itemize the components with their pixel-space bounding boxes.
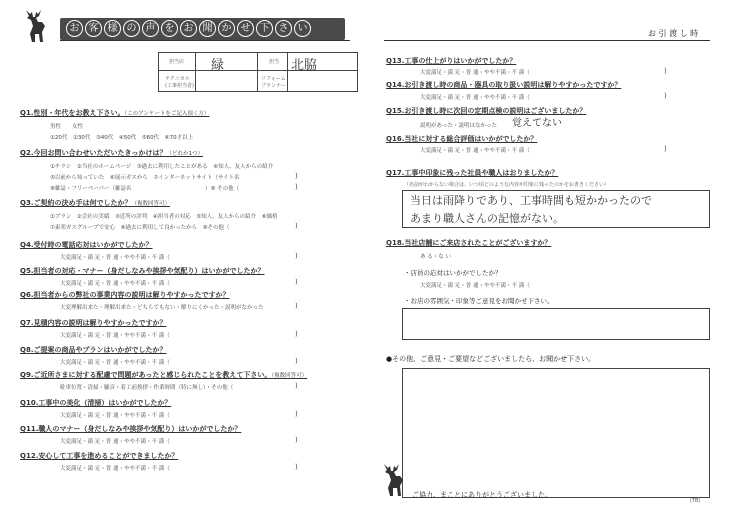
q14-label: Q14.お引き渡し時の商品・器具の取り扱い説明は解りやすかったですか？ xyxy=(386,81,622,89)
q10-label: Q10.工事中の美化（清掃）はいかがでしたか？ xyxy=(20,399,172,407)
title-char: の xyxy=(123,20,140,37)
title-char: お xyxy=(66,20,83,37)
q1-sex[interactable]: 男性 女性 xyxy=(50,124,84,130)
title-char: さ xyxy=(275,20,292,37)
reform-label-sub: プランナー xyxy=(261,83,287,89)
q9-label: Q9.ご近所さまに対する配慮で問題があったと感じられたことを教えて下さい。（複数回答可） xyxy=(20,371,308,379)
q4-scale[interactable]: 大変満足・満 足・普 通・やや不満・不 満（ xyxy=(60,255,170,261)
title-char: い xyxy=(294,20,311,37)
q3-label: Q3.ご契約の決め手は何でしたか？（複数回答可） xyxy=(20,199,170,207)
q7-label: Q7.見積内容の説明は解りやすかったですか？ xyxy=(20,319,167,327)
q14-scale[interactable]: 大変満足・満 足・普 通・やや不満・不 満（ xyxy=(420,95,530,101)
q3-line1[interactable]: ①プラン ②会社の実績 ③近所の評判 ④担当者の対応 ⑤知人、友人からの紹介 ⑥価格 xyxy=(50,214,278,220)
q15-label: Q15.お引き渡し時に次回の定期点検の説明はございましたか？ xyxy=(386,107,587,115)
title-char: お xyxy=(180,20,197,37)
q11-scale[interactable]: 大変満足・満 足・普 通・やや不満・不 満（ xyxy=(60,439,170,445)
q6-label: Q6.担当者からの弊社の事業内容の説明は解りやすかったですか？ xyxy=(20,291,230,299)
title-char: 様 xyxy=(104,20,121,37)
q13-scale[interactable]: 大変満足・満 足・普 通・やや不満・不 満（ xyxy=(420,70,530,76)
title-char: 客 xyxy=(85,20,102,37)
q2-line2[interactable]: ⑤以前から知っていた ⑥展示ガスから ⑦インターネットサイト（サイト名 xyxy=(50,175,240,181)
comment-label: ●その他、ご意見・ご要望などございましたら、お聞かせ下さい。 xyxy=(386,355,596,363)
header-rule-right xyxy=(384,40,710,41)
q18-sub1: ・店員の応対はいかがでしたか？ xyxy=(404,269,502,277)
title-char: せ xyxy=(237,20,254,37)
person-value: 北脇 xyxy=(291,58,318,73)
page-title xyxy=(66,20,311,37)
q17-hand-line1: 当日は雨降りであり、工事時間も短かかったので xyxy=(410,194,652,207)
form-code: (TB) xyxy=(690,498,701,504)
q12-label: Q12.安心して工事を進めることができましたか？ xyxy=(20,452,179,460)
q2-label: Q2.今回お問い合わせいただいたきっかけは？（どれか1つ） xyxy=(20,149,203,157)
q18-sub2: ・お店の雰囲気・印象等ご意見をお聞かせ下さい。 xyxy=(404,297,554,305)
q11-label: Q11.職人のマナー（身だしなみや挨拶や気配り）はいかがでしたか？ xyxy=(20,425,242,433)
stage-label: お 引 渡 し 時 xyxy=(648,29,699,38)
title-char: 声 xyxy=(142,20,159,37)
q18-answer-box[interactable] xyxy=(402,308,710,340)
comment-answer-box[interactable] xyxy=(402,368,710,498)
q1-label: Q1.性別・年代をお教え下さい。（このアンケートをご記入頂く方） xyxy=(20,109,210,117)
q13-label: Q13.工事の仕上がりはいかがでしたか？ xyxy=(386,57,517,65)
q7-scale[interactable]: 大変満足・満 足・普 通・やや不満・不 満（ xyxy=(60,333,170,339)
q3-line2[interactable]: ⑦東邦ガスグループで安心 ⑧過去に利用して良かったから ⑨その他（ xyxy=(50,225,230,231)
q9-scale[interactable]: 駐車位置・清掃・騒音・着工前挨拶・作業時間（特に無し）・その他（ xyxy=(60,385,234,391)
q12-scale[interactable]: 大変満足・満 足・普 通・やや不満・不 満（ xyxy=(60,466,170,472)
q2-line1[interactable]: ①チラシ ②当社のホームページ ③過去に利用したことがある ④知人、友人からの紹介 xyxy=(50,164,274,170)
q6-scale[interactable]: 大変理解出来た・理解出来た・どちらでもない・解りにくかった・説明がなかった xyxy=(60,305,264,311)
owner-value: 緑 xyxy=(211,58,225,73)
q16-label: Q16.当社に対する総合評価はいかがでしたか？ xyxy=(386,135,538,143)
thanks-text: ご協力、まことにありがとうございました。 xyxy=(412,491,552,499)
q17-note: （名前がわからない場合は、いつ頃どのような内容が印象に残ったのかをお書きください） xyxy=(404,182,610,188)
owner-label: 担当店 xyxy=(169,59,185,65)
title-char: 聞 xyxy=(199,20,216,37)
q17-label: Q17.工事中印象に残った社員や職人はおりましたか？ xyxy=(386,169,559,177)
q5-scale[interactable]: 大変満足・満 足・普 通・やや不満・不 満（ xyxy=(60,281,170,287)
q17-hand-line2: あまり職人さんの記憶がない。 xyxy=(410,212,564,225)
q5-label: Q5.担当者の対応・マナー（身だしなみや挨拶や気配り）はいかがでしたか？ xyxy=(20,267,265,275)
deer-footer-icon xyxy=(378,462,408,498)
person-label: 担当 xyxy=(269,59,280,65)
title-char: 下 xyxy=(256,20,273,37)
q18-label: Q18.当社店舗にご来店されたことがございますか？ xyxy=(386,239,552,247)
q4-label: Q4.受付時の電話応対はいかがでしたか？ xyxy=(20,241,153,249)
title-char: か xyxy=(218,20,235,37)
q10-scale[interactable]: 大変満足・満 足・普 通・やや不満・不 満（ xyxy=(60,413,170,419)
q8-label: Q8.ご提案の商品やプランはいかがでしたか？ xyxy=(20,346,167,354)
staff-info-box xyxy=(158,52,358,92)
tech-label: テクニカル xyxy=(165,76,190,82)
header-rule xyxy=(60,40,350,41)
q2-line3[interactable]: ⑧雑誌・フリーペーパー（雑誌名 xyxy=(50,186,132,192)
q15-scale[interactable]: 説明があった・説明はなかった xyxy=(420,123,497,129)
q18-yesno[interactable]: あ る・な い xyxy=(420,254,451,260)
title-char: を xyxy=(161,20,178,37)
q2-line3b[interactable]: ）⑨ その他（ xyxy=(205,186,240,192)
q8-scale[interactable]: 大変満足・満 足・普 通・やや不満・不 満（ xyxy=(60,360,170,366)
reform-label: リフォーム xyxy=(261,76,286,82)
q18-scale[interactable]: 大変満足・満 足・普 通・やや不満・不 満（ xyxy=(420,283,530,289)
q1-ages[interactable]: ①20代 ②30代 ③40代 ④50代 ⑤60代 ⑥70才以上 xyxy=(50,135,194,141)
q16-scale[interactable]: 大変満足・満 足・普 通・やや不満・不 満（ xyxy=(420,148,530,154)
deer-logo-icon xyxy=(20,8,50,44)
tech-label-sub: (工事担当者) xyxy=(165,83,194,89)
q15-handwriting: 覚えてない xyxy=(512,118,562,129)
